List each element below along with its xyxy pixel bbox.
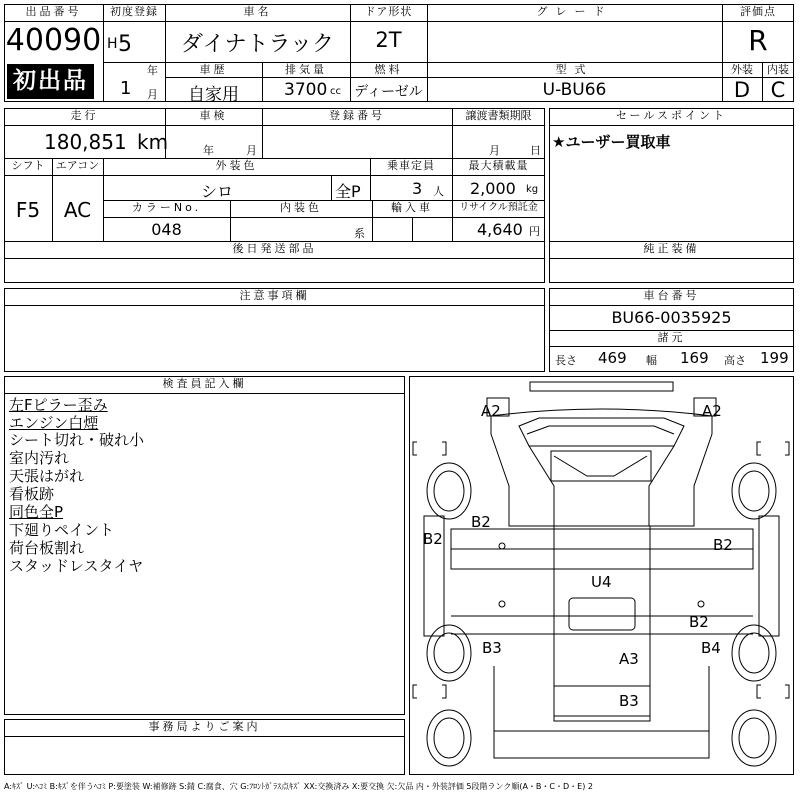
year-number: 5 (118, 32, 132, 57)
legend-text: A:ｷｽﾞ U:ﾍｺﾐ B:ｷｽﾞを伴うﾍｺﾐ P:要塗装 W:補修跡 S:錆 C:腐食、穴 G:ﾌﾛﾝﾄｶﾞﾗｽ点ｷｽﾞ XX:交換済み X:要交換 欠:欠品 内・外装評価 5段階ランク順(A・B・C・D・E) 2 (4, 782, 593, 791)
inspector-note: 天張はがれ (9, 467, 85, 485)
int-color-label: 内装色 (280, 201, 322, 214)
max-load-unit: kg (526, 184, 539, 195)
int-score-label: 内装 (767, 63, 789, 76)
damage-mark: A2 (702, 402, 722, 420)
inspection-year-unit: 年 (203, 144, 214, 157)
displacement-label: 排気量 (285, 63, 327, 76)
grade-label: グレード (536, 5, 613, 18)
divider (4, 305, 545, 306)
score-label: 評価点 (740, 5, 776, 18)
caution-label: 注意事項欄 (239, 289, 310, 302)
fuel: ディーゼル (354, 84, 423, 100)
capacity: 3 (412, 179, 423, 198)
damage-mark: B3 (482, 639, 502, 657)
later-parts-label: 後日発送部品 (232, 242, 317, 255)
chassis-number: BU66-0035925 (611, 308, 732, 327)
divider (549, 305, 794, 306)
divider (549, 125, 794, 126)
history: 自家用 (188, 85, 239, 105)
car-name-label: 車名 (243, 5, 272, 18)
shift: F5 (15, 198, 41, 222)
ext-color: シロ (200, 182, 233, 201)
divider (4, 258, 545, 259)
aircon-label: エアコン (55, 159, 100, 172)
divider (103, 21, 794, 22)
fuel-label: 燃料 (374, 63, 403, 76)
int-score: C (770, 78, 786, 102)
inspection-label: 車検 (199, 109, 228, 122)
ext-score: D (733, 78, 751, 102)
transfer-month-unit: 月 (489, 144, 500, 157)
history-label: 車歴 (199, 63, 228, 76)
inspector-note: 左Fピラー歪み (9, 396, 108, 414)
office-label: 事務局よりご案内 (148, 720, 261, 733)
registration-number-label: 登録番号 (329, 109, 385, 122)
length-label: 長さ (555, 354, 577, 367)
damage-mark: A3 (619, 650, 639, 668)
shift-label: シフト (11, 159, 45, 172)
sales-point-label: セールスポイント (615, 109, 727, 122)
color-number-label: カラーNo. (131, 201, 202, 214)
damage-mark: B3 (619, 692, 639, 710)
inspector-note: エンジン白煙 (9, 414, 99, 432)
inspector-note: シート切れ・破れ小 (9, 431, 145, 449)
car-name: ダイナトラック (180, 32, 335, 57)
divider (103, 217, 545, 218)
recycle-fee: 4,640 (477, 220, 523, 239)
inspection-month-unit: 月 (246, 144, 257, 157)
inspector-note: スタッドレスタイヤ (9, 557, 144, 575)
height-label: 高さ (724, 354, 746, 367)
divider (412, 217, 413, 242)
recycle-unit: 円 (529, 225, 540, 238)
damage-mark: B2 (713, 536, 733, 554)
overall-score: R (748, 24, 768, 57)
month-unit: 月 (147, 88, 158, 101)
capacity-label: 乗車定員 (387, 159, 435, 172)
divider (165, 77, 722, 78)
inspector-note: 荷台板割れ (9, 539, 85, 557)
year-unit: 年 (147, 64, 158, 77)
damage-mark: A2 (481, 402, 501, 420)
max-load-label: 最大積載量 (468, 159, 529, 172)
first-listing-text: 初出品 (13, 68, 88, 94)
divider (4, 21, 103, 22)
inspector-note: 下廻りペイント (9, 521, 115, 539)
aircon: AC (63, 198, 92, 222)
inspector-note: 室内汚れ (9, 449, 70, 467)
ext-score-label: 外装 (731, 63, 753, 76)
divider (331, 175, 332, 200)
color-number: 048 (151, 220, 182, 239)
divider (549, 346, 794, 347)
lot-number: 40090 (5, 23, 102, 58)
ext-color-label: 外装色 (215, 159, 258, 172)
inspector-note: 同色全P (9, 503, 64, 521)
damage-mark: B2 (423, 530, 443, 548)
divider (4, 736, 405, 737)
length-value: 469 (598, 349, 627, 367)
month-number: 1 (120, 78, 132, 99)
mileage: 180,851 (44, 130, 127, 154)
damage-mark: B2 (471, 513, 491, 531)
displacement-unit: cc (330, 86, 341, 97)
divider (4, 125, 545, 126)
height-value: 199 (760, 349, 789, 367)
door-type: 2T (375, 28, 402, 52)
era: H (107, 36, 118, 52)
paint-status: 全P (335, 182, 361, 201)
vehicle-damage-diagram (409, 376, 794, 775)
int-color-suffix: 系 (354, 227, 365, 240)
capacity-unit: 人 (433, 185, 444, 198)
displacement: 3700 (284, 80, 328, 100)
genuine-equipment-label: 純正装備 (643, 242, 700, 255)
sales-point-text: ★ユーザー買取車 (552, 133, 671, 151)
import-label: 輸入車 (391, 201, 433, 214)
first-registration-label: 初度登録 (110, 5, 158, 18)
damage-mark: B2 (689, 613, 709, 631)
lot-label: 出品番号 (25, 5, 82, 18)
transfer-deadline-label: 譲渡書類期限 (465, 109, 532, 122)
model: U-BU66 (542, 80, 607, 100)
divider (549, 258, 794, 259)
chassis-number-label: 車台番号 (643, 289, 700, 302)
width-value: 169 (680, 349, 709, 367)
width-label: 幅 (646, 354, 657, 367)
divider (4, 175, 545, 176)
divider (4, 393, 405, 394)
mileage-unit: km (137, 130, 169, 154)
transfer-day-unit: 日 (530, 144, 541, 157)
inspector-label: 検査員記入欄 (162, 377, 247, 390)
inspector-note: 看板跡 (9, 485, 55, 503)
model-label: 型式 (555, 63, 594, 76)
dimensions-label: 諸元 (657, 331, 686, 344)
recycle-label: リサイクル預託金 (459, 202, 538, 213)
mileage-label: 走行 (70, 109, 99, 122)
door-label: ドア形状 (364, 5, 413, 18)
damage-mark: U4 (591, 573, 612, 591)
max-load: 2,000 (470, 179, 516, 198)
damage-mark: B4 (701, 639, 721, 657)
